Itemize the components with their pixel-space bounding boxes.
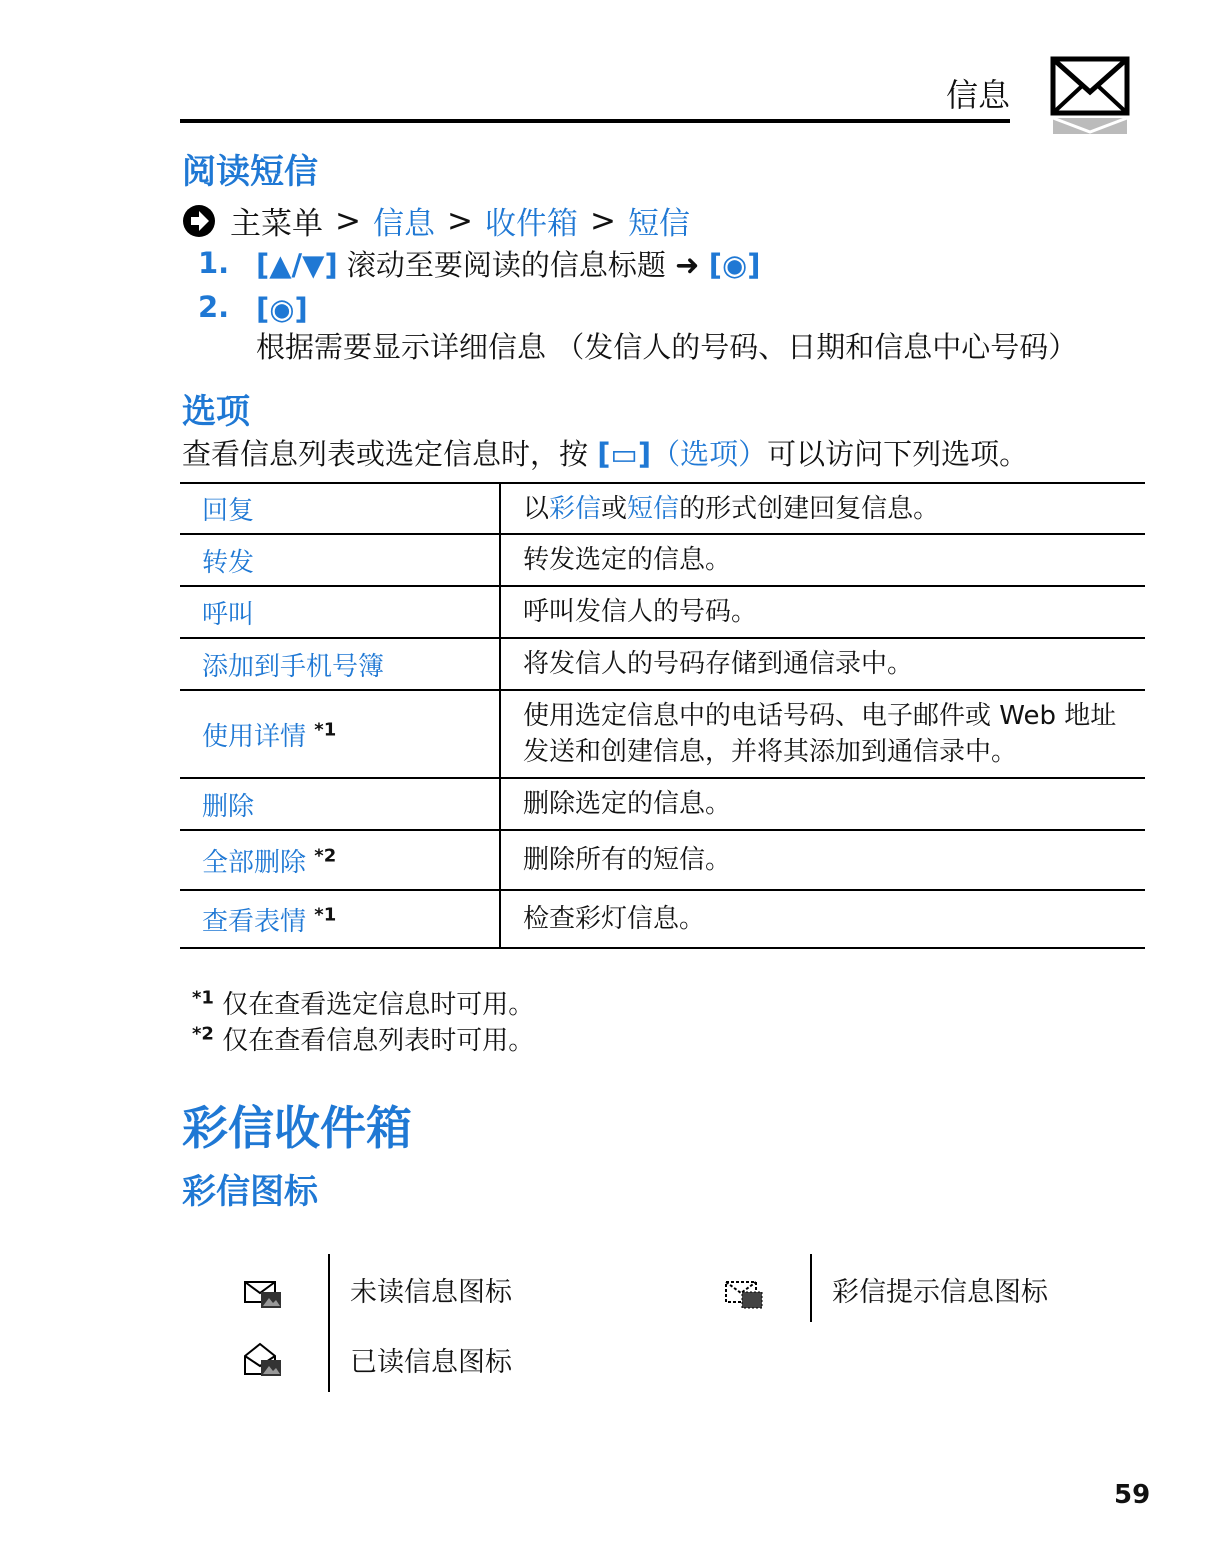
table-row (180, 638, 1145, 690)
icon-list-divider (328, 1254, 330, 1392)
option-name: 添加到手机号簿 (180, 638, 500, 690)
option-name: 删除 (180, 778, 500, 830)
menu-path-item: 信息 (372, 206, 435, 242)
footnote-text: 仅在查看信息列表时可用。 (222, 1026, 535, 1056)
menu-path (182, 198, 690, 243)
option-description: 检查彩灯信息。 (500, 890, 1145, 948)
subheading-mms-icons: 彩信图标 (182, 1172, 318, 1212)
unread-mms-icon (243, 1276, 283, 1312)
menu-path-separator: > (446, 202, 473, 239)
table-row (180, 483, 1145, 534)
intro-text: 查看信息列表或选定信息时，按 (182, 437, 598, 471)
section-heading-options: 选项 (182, 392, 250, 432)
table-row (180, 830, 1145, 890)
mms-notification-icon (724, 1276, 764, 1312)
center-key: [◉] (708, 248, 761, 282)
chapter-title: 信息 (946, 76, 1011, 114)
icon-label: 彩信提示信息图标 (832, 1277, 1048, 1308)
option-name: 回复 (180, 483, 500, 534)
header-rule (180, 119, 1010, 123)
option-name: 转发 (180, 534, 500, 586)
footnote-mark: *1 (314, 718, 337, 740)
options-intro (182, 432, 1028, 473)
menu-path-root: 主菜单 (230, 206, 323, 242)
footnote-mark: *1 (192, 987, 214, 1009)
softkey-label: （选项） (651, 437, 768, 471)
option-name: 全部删除 $^{*2}$ (180, 830, 500, 890)
menu-path-separator: > (335, 202, 361, 239)
center-key: [◉] (256, 292, 308, 326)
arrow-right-circle-icon (182, 204, 216, 238)
table-row (180, 534, 1145, 586)
menu-path-item: 短信 (627, 206, 690, 242)
footnote-mark: *2 (314, 844, 337, 866)
table-row (180, 586, 1145, 638)
step-number: 1. (198, 246, 230, 280)
option-description: 使用选定信息中的电话号码、电子邮件或 Web 地址发送和创建信息，并将其添加到通信录中。 (500, 690, 1145, 778)
option-description: 呼叫发信人的号码。 (500, 586, 1145, 638)
option-description: 删除所有的短信。 (500, 830, 1145, 890)
menu-path-separator: > (589, 202, 616, 239)
icon-label: 未读信息图标 (350, 1277, 512, 1308)
icon-label: 已读信息图标 (350, 1347, 512, 1378)
table-row (180, 690, 1145, 778)
intro-text: 可以访问下列选项。 (767, 437, 1029, 471)
section-heading-mms-inbox: 彩信收件箱 (182, 1101, 412, 1155)
step-text: 滚动至要阅读的信息标题 ➜ (337, 248, 709, 282)
footnote-mark: *2 (192, 1023, 214, 1045)
envelope-icon (1050, 56, 1130, 136)
table-row (180, 778, 1145, 830)
footnote (192, 1020, 534, 1057)
step-text: 根据需要显示详细信息 （发信人的号码、日期和信息中心号码） (256, 330, 1078, 364)
footnote-mark: *1 (314, 903, 337, 925)
options-table (180, 482, 1145, 949)
icon-list-divider (810, 1254, 812, 1322)
section-heading-read-sms: 阅读短信 (182, 152, 318, 192)
footnote (192, 984, 534, 1021)
page-number: 59 (1114, 1480, 1151, 1510)
read-mms-icon (243, 1342, 283, 1378)
footnote-text: 仅在查看选定信息时可用。 (222, 990, 535, 1020)
option-description: 删除选定的信息。 (500, 778, 1145, 830)
option-description: 以彩信或短信的形式创建回复信息。 (500, 483, 1145, 534)
step-number: 2. (198, 290, 230, 324)
option-description: 转发选定的信息。 (500, 534, 1145, 586)
menu-path-item: 收件箱 (484, 206, 578, 242)
option-description: 将发信人的号码存储到通信录中。 (500, 638, 1145, 690)
option-name: 呼叫 (180, 586, 500, 638)
option-name: 使用详情 $^{*1}$ (180, 690, 500, 778)
left-soft-key: [▭] (597, 437, 652, 471)
scroll-key: [▲/▼] (256, 248, 338, 282)
table-row (180, 890, 1145, 948)
option-name: 查看表情 $^{*1}$ (180, 890, 500, 948)
